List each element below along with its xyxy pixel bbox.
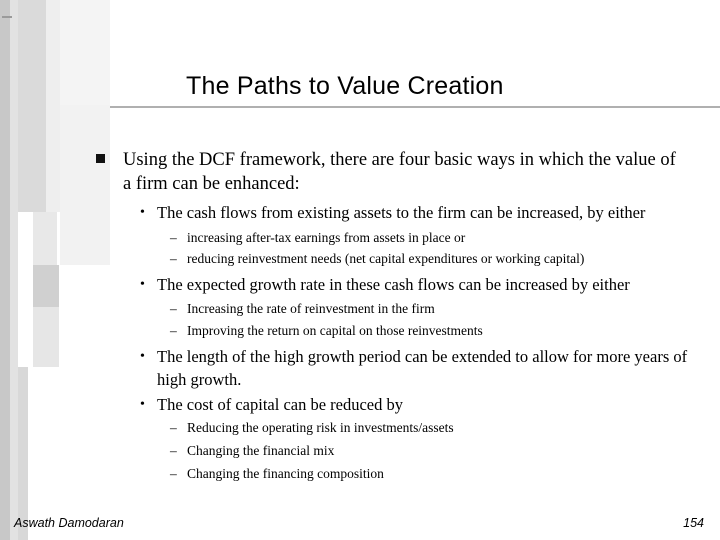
dash-icon: – — [170, 323, 177, 338]
sub-point-text: Reducing the operating risk in investments/assets — [187, 420, 454, 435]
footer-author: Aswath Damodaran — [14, 516, 124, 530]
sub-point-text: Increasing the rate of reinvestment in the firm — [187, 301, 435, 316]
bullet-text: The cash flows from existing assets to the firm can be increased, by either — [157, 203, 646, 222]
decorative-bar — [60, 105, 110, 265]
sub-point-text: Improving the return on capital on those reinvestments — [187, 323, 483, 338]
dash-icon: – — [170, 420, 177, 435]
page-number: 154 — [683, 516, 704, 530]
dash-icon: – — [170, 251, 177, 266]
decorative-bar — [0, 0, 10, 540]
dash-icon: – — [170, 443, 177, 458]
dash-icon: – — [170, 466, 177, 481]
decorative-bar — [33, 307, 59, 367]
sub-point-text: Changing the financing composition — [187, 466, 384, 481]
bullet-icon: • — [140, 205, 145, 220]
decorative-bar — [33, 212, 57, 265]
bullet-text: The length of the high growth period can be extended to allow for more years of high growth. — [157, 347, 688, 389]
title-divider — [110, 106, 720, 108]
decorative-bar — [60, 0, 110, 105]
bullet-icon: • — [140, 277, 145, 292]
bullet-icon: • — [140, 349, 145, 364]
bullet-text: The expected growth rate in these cash flows can be increased by either — [157, 275, 630, 294]
square-bullet-icon — [96, 154, 105, 163]
slide-title: The Paths to Value Creation — [186, 72, 504, 100]
dash-icon: – — [170, 301, 177, 316]
decorative-bar — [33, 265, 59, 307]
decorative-bar — [10, 0, 18, 540]
dash-icon: – — [170, 230, 177, 245]
decorative-bar — [46, 0, 60, 212]
sub-point-text: reducing reinvestment needs (net capital expenditures or working capital) — [187, 251, 585, 266]
sub-point-text: increasing after-tax earnings from assets in place or — [187, 230, 466, 245]
corner-mark — [2, 16, 12, 18]
decorative-bar — [18, 0, 46, 212]
decorative-bar — [18, 367, 28, 540]
sub-point-text: Changing the financial mix — [187, 443, 335, 458]
bullet-icon: • — [140, 397, 145, 412]
bullet-text: The cost of capital can be reduced by — [157, 395, 404, 414]
intro-text: Using the DCF framework, there are four basic ways in which the value of a firm can be enhanced: — [123, 150, 676, 194]
